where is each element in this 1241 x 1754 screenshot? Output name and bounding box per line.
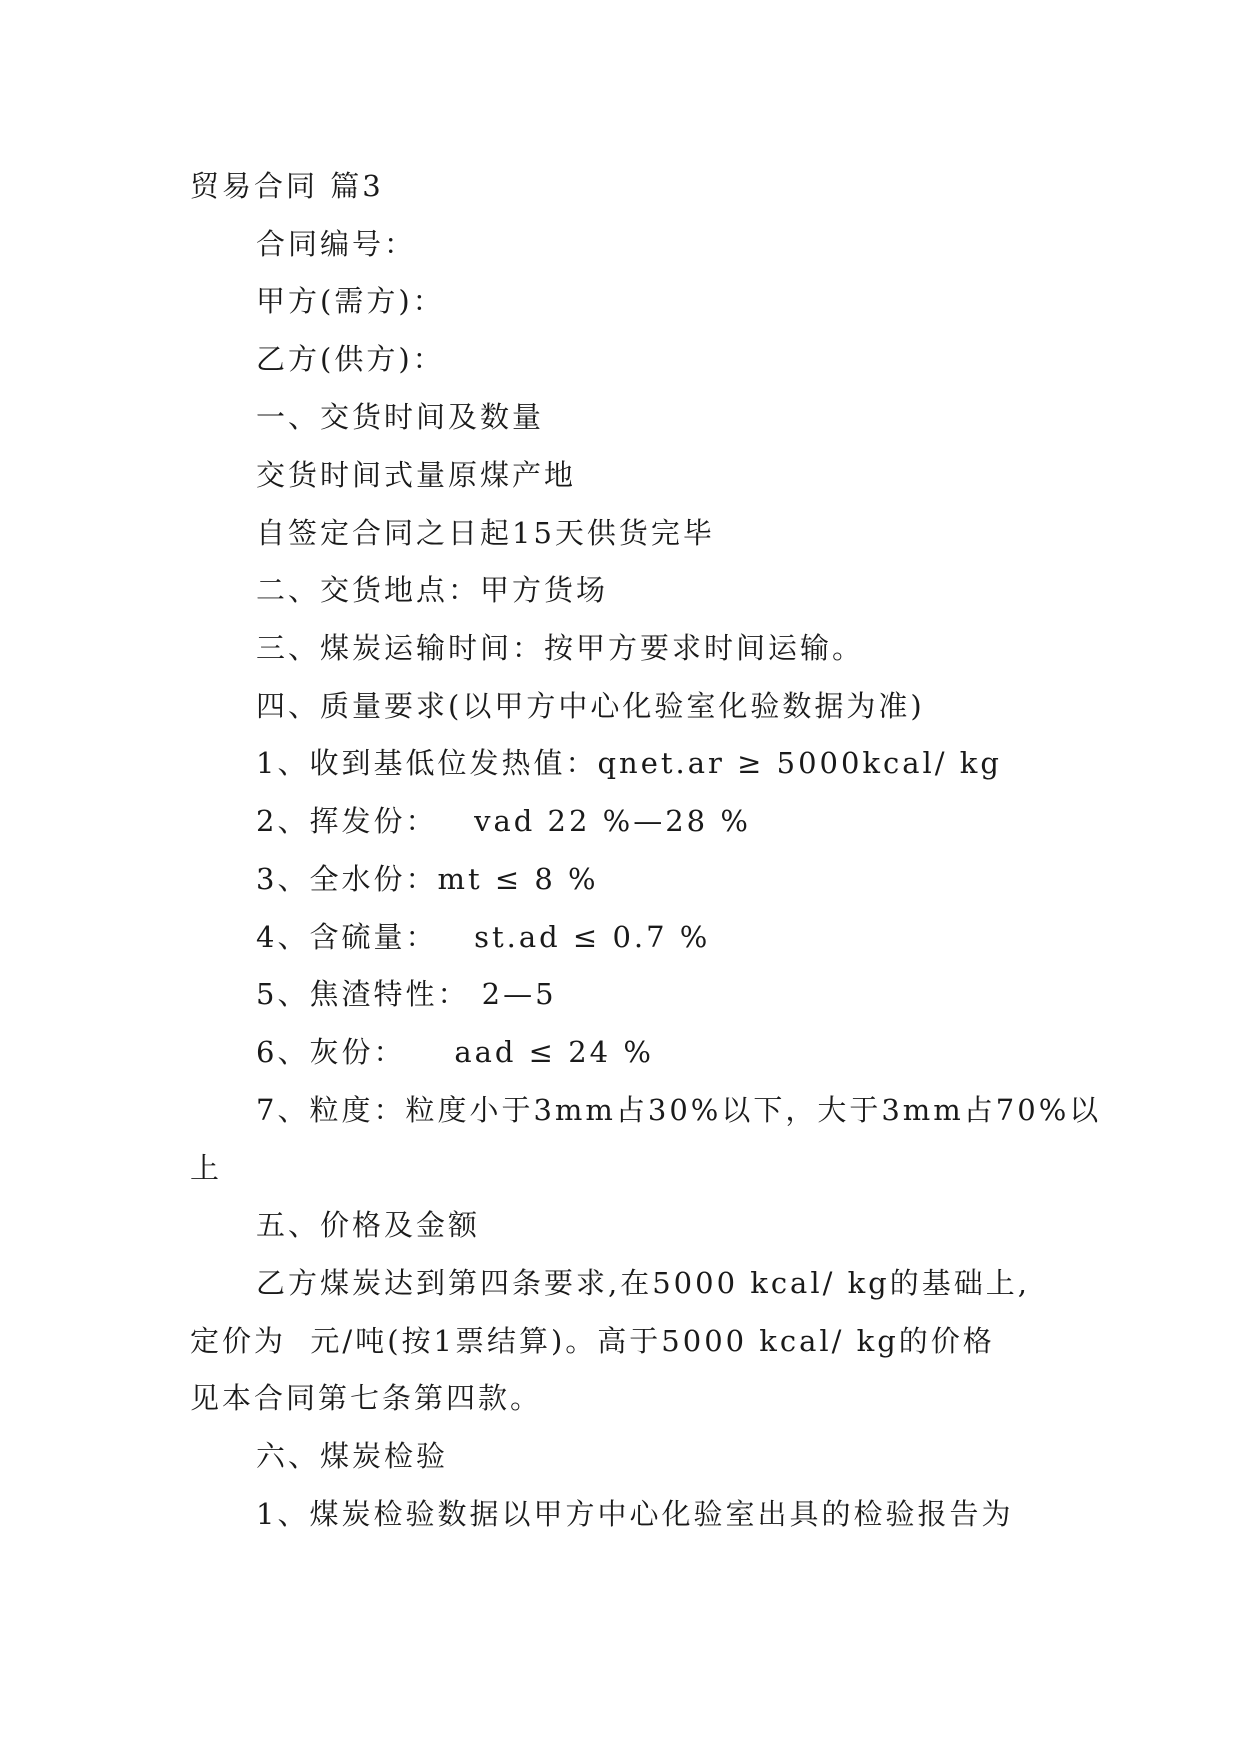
- section-4-heading: 四、质量要求(以甲方中心化验室化验数据为准): [256, 689, 925, 723]
- document-title: 贸易合同 篇3: [190, 169, 384, 203]
- party-b-line: 乙方(供方)：: [256, 342, 445, 376]
- inspection-item-1: 1、煤炭检验数据以甲方中心化验室出具的检验报告为: [256, 1497, 1014, 1531]
- price-paragraph-line-2: 定价为 元/吨(按1票结算)。高于5000 kcal/ kg的价格: [190, 1324, 995, 1358]
- party-a-line: 甲方(需方)：: [256, 284, 445, 318]
- quality-item-7-continued: 上: [190, 1151, 223, 1185]
- price-paragraph-line-1: 乙方煤炭达到第四条要求,在5000 kcal/ kg的基础上,: [256, 1266, 1030, 1300]
- delivery-header-line: 交货时间式量原煤产地: [256, 458, 577, 492]
- quality-item-1: 1、收到基低位发热值：qnet.ar ≥ 5000kcal/ kg: [256, 746, 1002, 780]
- delivery-period-line: 自签定合同之日起15天供货完毕: [256, 516, 715, 550]
- quality-item-4: 4、含硫量： st.ad ≤ 0.7 %: [256, 920, 711, 954]
- section-5-heading: 五、价格及金额: [256, 1208, 481, 1242]
- quality-item-5: 5、焦渣特性： 2—5: [256, 977, 557, 1011]
- quality-item-3: 3、全水份：mt ≤ 8 %: [256, 862, 599, 896]
- section-6-heading: 六、煤炭检验: [256, 1439, 449, 1473]
- quality-item-6: 6、灰份： aad ≤ 24 %: [256, 1035, 654, 1069]
- contract-number-line: 合同编号：: [256, 227, 417, 261]
- section-1-heading: 一、交货时间及数量: [256, 400, 545, 434]
- section-2-heading: 二、交货地点：甲方货场: [256, 573, 609, 607]
- quality-item-2: 2、挥发份： vad 22 %—28 %: [256, 804, 751, 838]
- section-3-heading: 三、煤炭运输时间：按甲方要求时间运输。: [256, 631, 865, 665]
- quality-item-7: 7、粒度：粒度小于3mm占30%以下，大于3mm占70%以: [256, 1093, 1102, 1127]
- price-paragraph-line-3: 见本合同第七条第四款。: [190, 1381, 543, 1415]
